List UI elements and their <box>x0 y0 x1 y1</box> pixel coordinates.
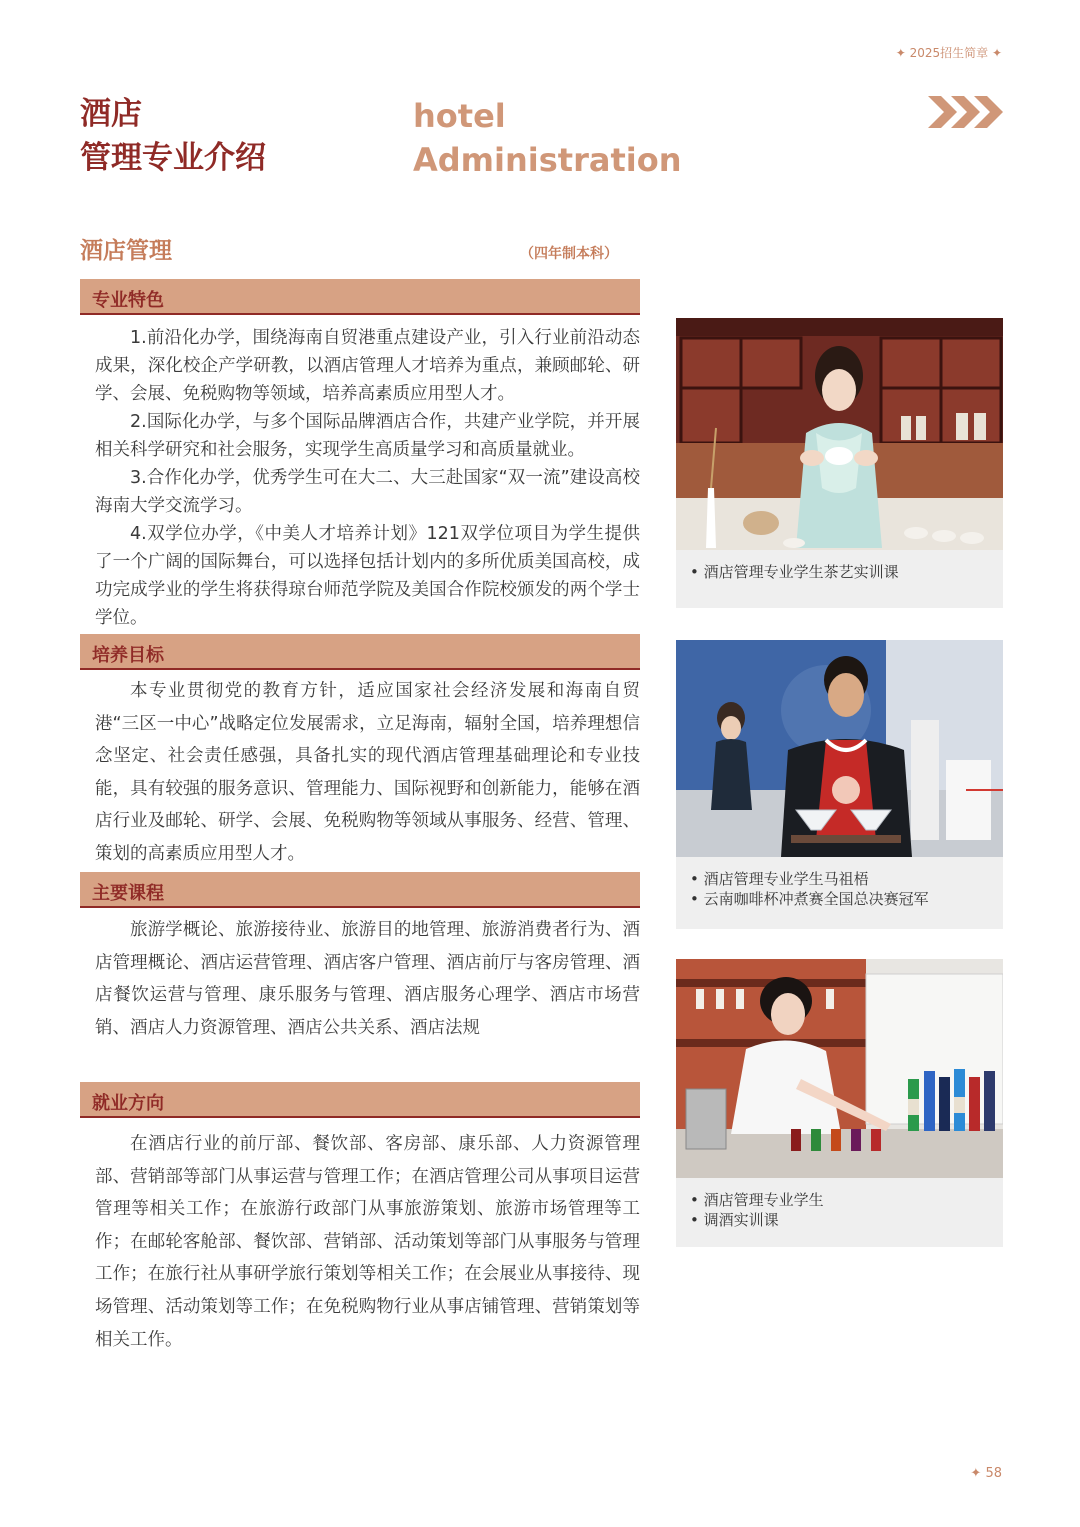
major-name: 酒店管理 <box>80 238 172 264</box>
section-heading-features: 专业特色 <box>80 279 640 315</box>
section-heading-courses: 主要课程 <box>80 872 640 908</box>
photo-bartending-class <box>676 959 1003 1178</box>
section-body-goals: 本专业贯彻党的教育方针，适应国家社会经济发展和海南自贸港“三区一中心”战略定位发展需求，立足海南，辐射全国，培养理想信念坚定、社会责任感强，具备扎实的现代酒店管理基础理论和专业技能，具有较强的服务意识、管理能力、国际视野和创新能力，能够在酒店行业及邮轮、研学、会展、免税购物等领域从事服务、经营、管理、策划的高素质应用型人才。 <box>95 681 640 864</box>
chevrons-icon <box>928 96 1004 128</box>
page-title-cn: 酒店 管理专业介绍 <box>80 96 266 176</box>
section-heading-employment: 就业方向 <box>80 1082 640 1118</box>
section-heading-goals: 培养目标 <box>80 634 640 670</box>
section-body-features: 1.前沿化办学，围绕海南自贸港重点建设产业，引入行业前沿动态成果，深化校企产学研教，以酒店管理人才培养为重点，兼顾邮轮、研学、会展、免税购物等领域，培养高素质应用型人才。 2.国际化办学，与多个国际品牌酒店合作，共建产业学院，并开展相关科学研究和社会服务，实现学生高质量学习和高质量就业。 3.合作化办学，优秀学生可在大二、大三赴国家“双一流”建设高校海南大学交流学习。 4.双学位办学，《中美人才培养计划》121双学位项目为学生提供了一个广阔的国际舞台，可以选择包括计划内的多所优质美国高校，成功完成学业的学生将获得琼台师范学院及美国合作院校颁发的两个学士学位。 <box>95 328 640 628</box>
section-body-courses: 旅游学概论、旅游接待业、旅游目的地管理、旅游消费者行为、酒店管理概论、酒店运营管理、酒店客户管理、酒店前厅与客房管理、酒店餐饮运营与管理、康乐服务与管理、酒店服务心理学、酒店市场营销、酒店人力资源管理、酒店公共关系、酒店法规 <box>95 920 640 1038</box>
photo-card-coffee <box>676 640 1003 929</box>
section-body-employment: 在酒店行业的前厅部、餐饮部、客房部、康乐部、人力资源管理部、营销部等部门从事运营与管理工作；在酒店管理公司从事项目运营管理等相关工作；在旅游行政部门从事旅游策划、旅游市场管理等工作；在邮轮客舱部、餐饮部、营销部、活动策划等部门从事服务与管理工作；在旅行社从事研学旅行策划等相关工作；在会展业从事接待、现场管理、活动策划等工作；在免税购物行业从事店铺管理、营销策划等相关工作。 <box>95 1134 640 1350</box>
photo-caption-coffee: • 酒店管理专业学生马祖梧 • 云南咖啡杯冲煮赛全国总决赛冠军 <box>676 857 1003 909</box>
page-title-en: hotel Administration <box>413 97 682 179</box>
photo-tea-class <box>676 318 1003 550</box>
page-number: ✦ 58 <box>970 1466 1002 1481</box>
photo-coffee-champion <box>676 640 1003 857</box>
photo-card-bartending <box>676 959 1003 1247</box>
photo-caption-tea: • 酒店管理专业学生茶艺实训课 <box>676 550 1003 582</box>
brochure-badge: ✦ 2025招生简章 ✦ <box>895 46 1002 60</box>
major-type: （四年制本科） <box>520 246 618 262</box>
photo-caption-bartending: • 酒店管理专业学生 • 调酒实训课 <box>676 1178 1003 1230</box>
photo-card-tea <box>676 318 1003 608</box>
